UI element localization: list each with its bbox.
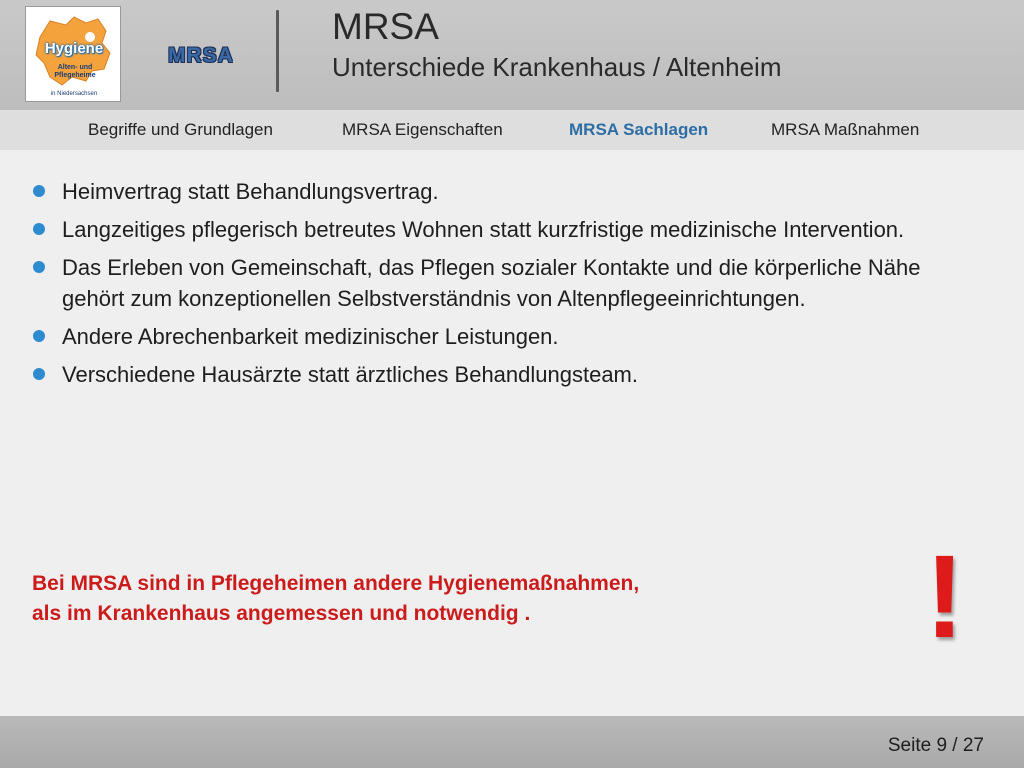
logo-subtitle (40, 64, 110, 80)
nav-item-begriffe[interactable]: Begriffe und Grundlagen (88, 120, 273, 139)
bullet-text: Verschiedene Hausärzte statt ärztliches Behandlungsteam. (62, 362, 638, 387)
hygiene-logo (25, 6, 121, 102)
list-item (30, 252, 930, 314)
bullet-dot-icon (33, 330, 45, 342)
logo-subtitle-line2: Pflegeheime (54, 72, 96, 79)
brand-label: MRSA (168, 44, 234, 67)
slide-subtitle: Unterschiede Krankenhaus / Altenheim (332, 52, 782, 82)
logo-title: Hygiene (44, 40, 104, 57)
nav-item-sachlagen[interactable]: MRSA Sachlagen (569, 120, 709, 139)
logo-subtitle-line1: Alten- und (57, 64, 93, 71)
section-nav (0, 110, 1024, 150)
list-item (30, 176, 930, 207)
list-item (30, 359, 930, 390)
bullet-list (30, 176, 930, 397)
logo-region: in Niedersachsen (50, 91, 98, 97)
bullet-dot-icon (33, 261, 45, 273)
warning-note-line1: Bei MRSA sind in Pflegeheimen andere Hygienemaßnahmen, (32, 572, 640, 595)
warning-note-line2: als im Krankenhaus angemessen und notwendig . (32, 602, 531, 625)
page-number: Seite 9 / 27 (887, 735, 984, 756)
list-item (30, 214, 930, 245)
nav-item-massnahmen[interactable]: MRSA Maßnahmen (771, 120, 920, 139)
warning-note (32, 569, 832, 629)
bullet-text: Langzeitiges pflegerisch betreutes Wohnen statt kurzfristige medizinische Intervention. (62, 217, 905, 242)
slide-footer (0, 716, 1024, 768)
bullet-dot-icon (33, 223, 45, 235)
nav-item-eigenschaften[interactable]: MRSA Eigenschaften (342, 120, 503, 139)
exclamation-icon: ! (925, 531, 965, 663)
list-item (30, 321, 930, 352)
header-divider (276, 10, 279, 92)
bullet-dot-icon (33, 185, 45, 197)
bullet-text: Heimvertrag statt Behandlungsvertrag. (62, 179, 439, 204)
bullet-dot-icon (33, 368, 45, 380)
slide-title: MRSA (332, 6, 439, 47)
bullet-text: Das Erleben von Gemeinschaft, das Pflegen sozialer Kontakte und die körperliche Nähe gehört zum konzeptionellen Selbstverständnis von Altenpflegeeinrichtungen. (62, 255, 921, 311)
bullet-text: Andere Abrechenbarkeit medizinischer Leistungen. (62, 324, 559, 349)
slide-header (0, 0, 1024, 110)
